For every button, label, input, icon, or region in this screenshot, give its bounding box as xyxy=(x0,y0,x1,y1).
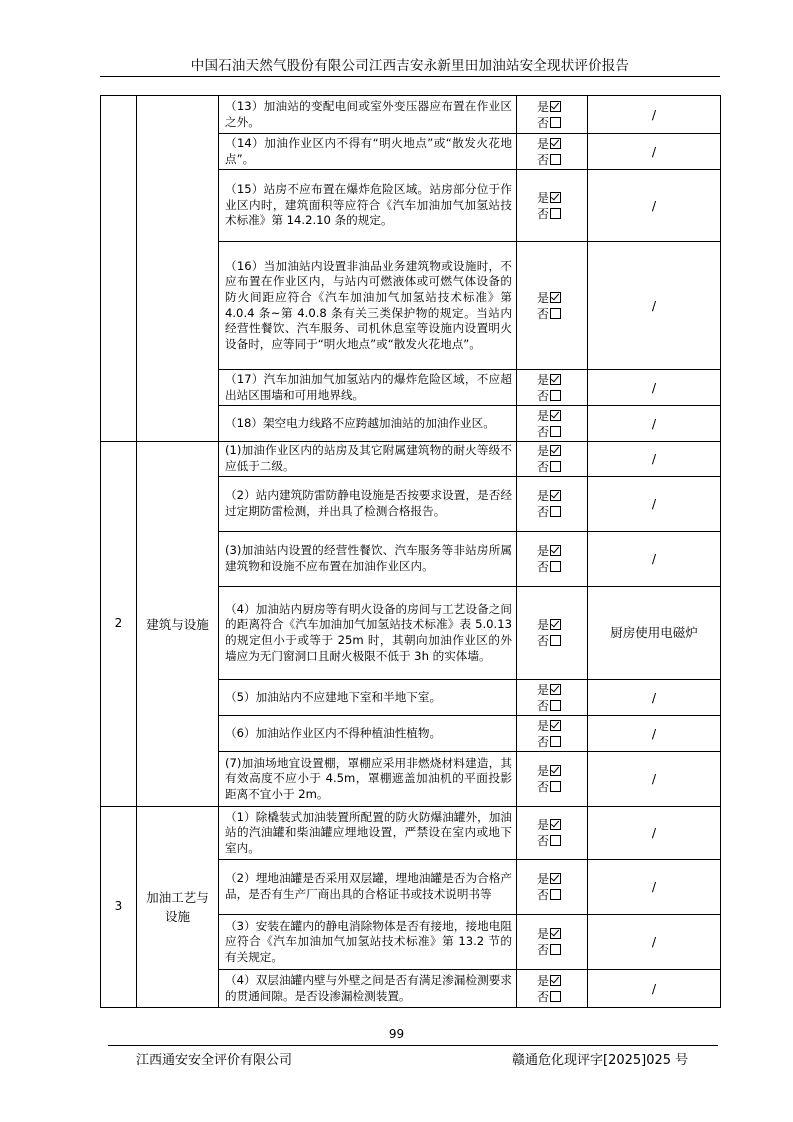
yes-label: 是 xyxy=(537,190,550,205)
remark-cell: 厨房使用电磁炉 xyxy=(588,587,721,680)
checkbox-checked-icon xyxy=(550,192,561,203)
check-item-text: （3）安装在罐内的静电消除物体是否有接地，接地电阻应符合《汽车加油加气加氢站技术标准》第 13.2 节的有关规定。 xyxy=(219,915,517,970)
no-label: 否 xyxy=(537,505,550,519)
no-label: 否 xyxy=(537,734,550,749)
checkbox-empty-icon xyxy=(550,889,561,900)
compliance-check-cell xyxy=(517,860,588,915)
remark-cell: / xyxy=(588,915,721,970)
remark-cell: / xyxy=(588,134,721,170)
compliance-check-cell xyxy=(517,442,588,477)
yes-label: 是 xyxy=(537,818,550,832)
check-item-text: （5）加油站内不应建地下室和半地下室。 xyxy=(219,680,517,716)
check-item-text: （15）站房不应布置在爆炸危险区域。站房部分位于作业区内时，建筑面积等应符合《汽车加油加气加氢站技术标准》第 14.2.10 条的规定。 xyxy=(219,170,517,242)
no-label: 否 xyxy=(537,888,550,902)
remark-cell: / xyxy=(588,860,721,915)
yes-label: 是 xyxy=(537,290,550,305)
remark-cell: / xyxy=(588,442,721,477)
group-number: 3 xyxy=(101,807,137,1008)
check-item-text: （13）加油站的变配电间或室外变压器应布置在作业区之外。 xyxy=(219,96,517,134)
compliance-check-cell xyxy=(517,242,588,370)
compliance-check-cell xyxy=(517,587,588,680)
compliance-check-cell xyxy=(517,807,588,860)
check-item-text: （4）双层油罐内壁与外壁之间是否有满足渗漏检测要求的贯通间隙。是否设渗漏检测装置。 xyxy=(219,970,517,1008)
compliance-check-cell xyxy=(517,752,588,807)
checkbox-checked-icon xyxy=(550,545,561,556)
no-label: 否 xyxy=(537,989,550,1004)
yes-label: 是 xyxy=(537,444,550,458)
checkbox-checked-icon xyxy=(550,138,561,149)
checkbox-checked-icon xyxy=(550,490,561,501)
checkbox-empty-icon xyxy=(550,154,561,165)
yes-label: 是 xyxy=(537,682,550,697)
table-row xyxy=(101,807,721,860)
yes-label: 是 xyxy=(537,544,550,558)
yes-label: 是 xyxy=(537,99,550,114)
checkbox-checked-icon xyxy=(550,101,561,112)
remark-cell: / xyxy=(588,807,721,860)
yes-label: 是 xyxy=(537,136,550,151)
no-label: 否 xyxy=(537,152,550,167)
table-row xyxy=(101,96,721,134)
check-item-text: （4）加油站内厨房等有明火设备的房间与工艺设备之间的距离符合《汽车加油加气加氢站技术标准》表 5.0.13 的规定但小于或等于 25m 时，其朝向加油作业区的外墙应为无门窗洞口且耐火极限不低于 3h 的实体墙。 xyxy=(219,587,517,680)
checkbox-checked-icon xyxy=(550,928,561,939)
checkbox-empty-icon xyxy=(550,781,561,792)
checkbox-checked-icon xyxy=(550,819,561,830)
group-category: 加油工艺与设施 xyxy=(137,807,219,1008)
table-row xyxy=(101,442,721,477)
yes-label: 是 xyxy=(537,764,550,778)
group-number xyxy=(101,96,137,442)
check-item-text: （18）架空电力线路不应跨越加油站的加油作业区。 xyxy=(219,406,517,442)
yes-label: 是 xyxy=(537,872,550,886)
no-label: 否 xyxy=(537,834,550,848)
remark-cell: / xyxy=(588,96,721,134)
remark-cell: / xyxy=(588,406,721,442)
check-item-text: (1)加油作业区内的站房及其它附属建筑物的耐火等级不应低于二级。 xyxy=(219,442,517,477)
check-item-text: （14）加油作业区内不得有“明火地点”或“散发火花地点”。 xyxy=(219,134,517,170)
checkbox-checked-icon xyxy=(550,684,561,695)
yes-label: 是 xyxy=(537,927,550,941)
checkbox-checked-icon xyxy=(550,374,561,385)
checkbox-empty-icon xyxy=(550,991,561,1002)
footer-company: 江西通安安全评价有限公司 xyxy=(136,1053,293,1068)
group-category: 建筑与设施 xyxy=(137,442,219,807)
no-label: 否 xyxy=(537,206,550,221)
remark-cell: / xyxy=(588,370,721,406)
check-item-text: （6）加油站作业区内不得种植油性植物。 xyxy=(219,716,517,752)
remark-cell: / xyxy=(588,532,721,587)
check-item-text: (7)加油场地宜设置棚，罩棚应采用非燃烧材料建造，其有效高度不应小于 4.5m，罩棚遮盖加油机的平面投影距离不宜小于 2m。 xyxy=(219,752,517,807)
checkbox-empty-icon xyxy=(550,426,561,437)
check-item-text: （2）埋地油罐是否采用双层罐，埋地油罐是否为合格产品，是否有生产厂商出具的合格证书或技术说明书等 xyxy=(219,860,517,915)
no-label: 否 xyxy=(537,115,550,130)
no-label: 否 xyxy=(537,388,550,403)
checkbox-checked-icon xyxy=(550,445,561,456)
header-rule xyxy=(100,76,720,77)
checkbox-empty-icon xyxy=(550,308,561,319)
remark-cell: / xyxy=(588,170,721,242)
group-number: 2 xyxy=(101,442,137,807)
compliance-check-cell xyxy=(517,970,588,1008)
checkbox-empty-icon xyxy=(550,506,561,517)
checkbox-empty-icon xyxy=(550,835,561,846)
page-number: 99 xyxy=(388,1027,405,1041)
no-label: 否 xyxy=(537,780,550,794)
compliance-check-cell xyxy=(517,915,588,970)
remark-cell: / xyxy=(588,242,721,370)
yes-label: 是 xyxy=(537,408,550,423)
checkbox-empty-icon xyxy=(550,944,561,955)
no-label: 否 xyxy=(537,460,550,474)
checkbox-checked-icon xyxy=(550,873,561,884)
yes-label: 是 xyxy=(537,973,550,988)
checkbox-empty-icon xyxy=(550,561,561,572)
yes-label: 是 xyxy=(537,618,550,632)
checkbox-empty-icon xyxy=(550,208,561,219)
checkbox-empty-icon xyxy=(550,700,561,711)
checkbox-checked-icon xyxy=(550,619,561,630)
remark-cell: / xyxy=(588,752,721,807)
checkbox-empty-icon xyxy=(550,117,561,128)
remark-cell: / xyxy=(588,477,721,532)
footer-report-number: 赣通危化现评字[2025]025 号 xyxy=(512,1053,689,1068)
checkbox-empty-icon xyxy=(550,390,561,401)
checkbox-empty-icon xyxy=(550,736,561,747)
no-label: 否 xyxy=(537,943,550,957)
checkbox-empty-icon xyxy=(550,635,561,646)
compliance-check-cell xyxy=(517,532,588,587)
checkbox-empty-icon xyxy=(550,461,561,472)
compliance-check-cell xyxy=(517,716,588,752)
footer-rule xyxy=(108,1045,718,1046)
no-label: 否 xyxy=(537,698,550,713)
check-item-text: （1）除橇装式加油装置所配置的防火防爆油罐外，加油站的汽油罐和柴油罐应埋地设置，严禁设在室内或地下室内。 xyxy=(219,807,517,860)
report-header-title: 中国石油天然气股份有限公司江西吉安永新里田加油站安全现状评价报告 xyxy=(190,58,630,74)
yes-label: 是 xyxy=(537,489,550,503)
compliance-check-cell xyxy=(517,477,588,532)
evaluation-checklist-table xyxy=(100,95,721,1008)
check-item-text: (3)加油站内设置的经营性餐饮、汽车服务等非站房所属建筑物和设施不应布置在加油作业区内。 xyxy=(219,532,517,587)
compliance-check-cell xyxy=(517,370,588,406)
no-label: 否 xyxy=(537,634,550,648)
remark-cell: / xyxy=(588,716,721,752)
check-item-text: （16）当加油站内设置非油品业务建筑物或设施时，不应布置在作业区内，与站内可燃液体或可燃气体设备的防火间距应符合《汽车加油加气加氢站技术标准》第 4.0.4 条~第 4.0.8 条有关三类保护物的规定。当站内经营性餐饮、汽车服务、司机休息室等设施内设置明火设备时，应等同于“明火地点”或“散发火花地点”。 xyxy=(219,242,517,370)
group-category xyxy=(137,96,219,442)
compliance-check-cell xyxy=(517,134,588,170)
remark-cell: / xyxy=(588,970,721,1008)
no-label: 否 xyxy=(537,424,550,439)
check-item-text: （17）汽车加油加气加氢站内的爆炸危险区域，不应超出站区围墙和可用地界线。 xyxy=(219,370,517,406)
check-item-text: （2）站内建筑防雷防静电设施是否按要求设置，是否经过定期防雷检测，并出具了检测合格报告。 xyxy=(219,477,517,532)
checkbox-checked-icon xyxy=(550,292,561,303)
compliance-check-cell xyxy=(517,680,588,716)
remark-cell: / xyxy=(588,680,721,716)
compliance-check-cell xyxy=(517,406,588,442)
compliance-check-cell xyxy=(517,170,588,242)
checkbox-checked-icon xyxy=(550,410,561,421)
checkbox-checked-icon xyxy=(550,975,561,986)
yes-label: 是 xyxy=(537,372,550,387)
no-label: 否 xyxy=(537,306,550,321)
no-label: 否 xyxy=(537,560,550,574)
compliance-check-cell xyxy=(517,96,588,134)
checkbox-checked-icon xyxy=(550,765,561,776)
checkbox-checked-icon xyxy=(550,720,561,731)
yes-label: 是 xyxy=(537,718,550,733)
